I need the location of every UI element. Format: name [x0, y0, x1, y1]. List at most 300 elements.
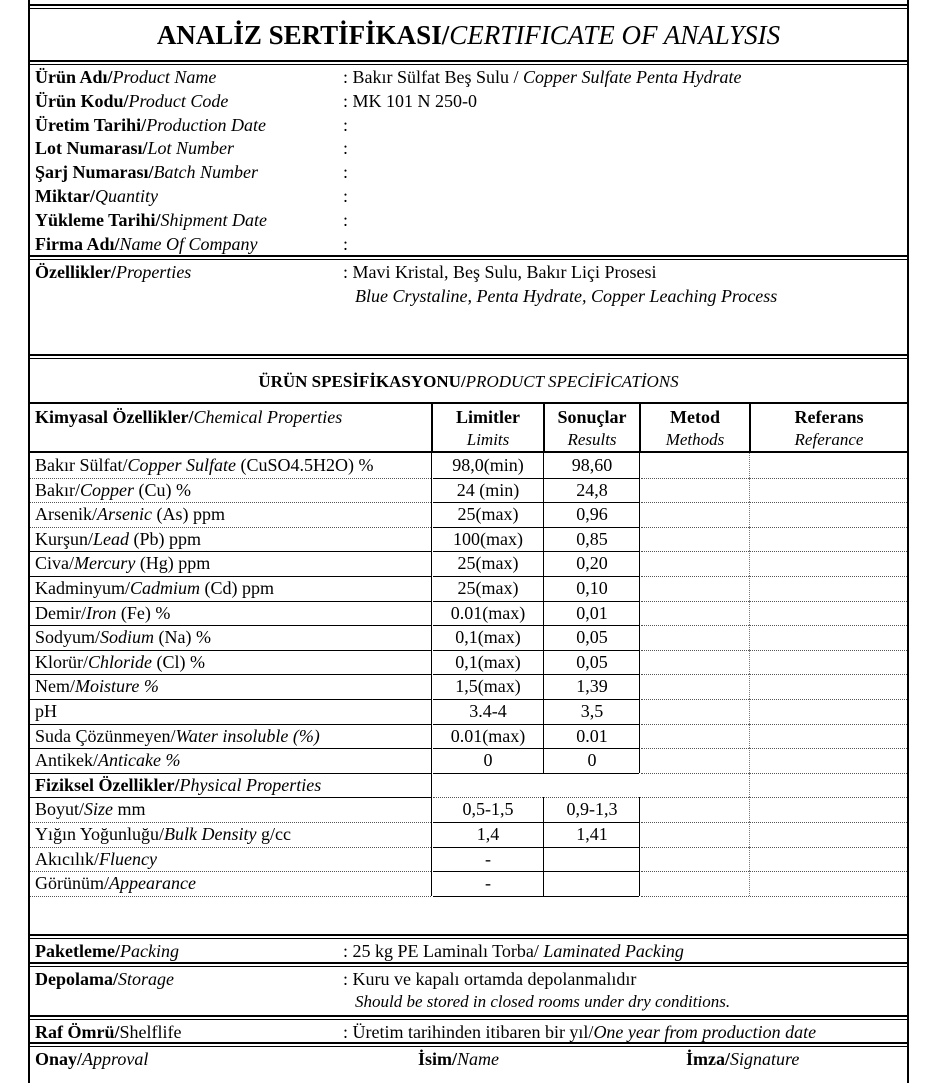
row-result: 24,8: [576, 479, 608, 500]
row-property: [35, 530, 201, 548]
row-property-tr: Yığın Yoğunluğu/: [35, 824, 165, 844]
cell-border: [431, 724, 432, 749]
info-label-tr: Yükleme Tarihi/: [35, 209, 161, 230]
row-rule-dotted: [641, 699, 907, 700]
row-limit: 3.4-4: [469, 701, 507, 721]
row-rule: [30, 797, 431, 798]
row-rule-dotted: [641, 773, 907, 774]
row-property-en: Water insoluble (%): [175, 725, 320, 746]
row-rule-dotted: [30, 896, 431, 897]
cell-border: [543, 601, 544, 626]
approval-name-en: Name: [457, 1049, 500, 1069]
row-limit: 0: [483, 750, 493, 771]
storage-label: [35, 970, 174, 988]
cell-border: [543, 527, 544, 552]
row-rule-dotted: [641, 650, 907, 651]
info-value: [343, 92, 477, 110]
row-rule-dotted: [30, 822, 431, 823]
cell-border: [543, 871, 544, 896]
packing-label: [35, 942, 179, 960]
row-rule-dotted: [30, 478, 431, 479]
row-result: 98,60: [571, 455, 613, 475]
cell-border-dotted: [749, 478, 750, 503]
cell-border: [543, 625, 544, 650]
info-label-en: Batch Number: [153, 162, 258, 183]
row-result: 0: [587, 750, 597, 771]
row-property: [35, 751, 180, 769]
cell-border: [543, 576, 544, 601]
packing-top-rule: [28, 934, 909, 936]
row-limit: 25(max): [457, 578, 519, 598]
row-rule: [433, 527, 639, 528]
info-value: [343, 139, 348, 157]
info-value-tr: :: [343, 162, 349, 183]
spec-title-en: PRODUCT SPECİFİCATİONS: [465, 372, 679, 391]
row-property: [35, 677, 159, 695]
row-rule: [30, 650, 431, 651]
info-label-tr: Şarj Numarası/: [35, 162, 154, 183]
info-label: [35, 68, 216, 86]
row-rule: [433, 896, 639, 897]
row-limit: 98,0(min): [452, 455, 524, 475]
row-result: 0,20: [576, 553, 608, 574]
row-property-tr: Klorür/: [35, 651, 88, 672]
cell-border: [639, 527, 640, 552]
row-property-en: Sodium: [100, 627, 155, 648]
row-rule: [30, 625, 431, 626]
row-rule: [433, 674, 639, 675]
info-value-tr: :: [343, 233, 349, 254]
row-rule: [30, 601, 431, 602]
row-rule-dotted: [433, 797, 907, 798]
row-result: 1,41: [576, 824, 608, 844]
info-label-tr: Ürün Adı/: [35, 67, 113, 87]
cell-border: [431, 797, 432, 822]
info-value-en: Copper Sulfate Penta Hydrate: [523, 67, 742, 87]
cell-border: [431, 551, 432, 576]
row-property-en: Mercury: [74, 553, 136, 574]
row-property-tr: Kurşun/: [35, 528, 93, 549]
info-label: [35, 187, 158, 205]
method-header-tr: Metod: [670, 407, 720, 427]
cell-border: [543, 847, 544, 872]
info-label-en: Product Name: [112, 67, 217, 87]
approval-label-tr: Onay/: [35, 1049, 83, 1069]
cell-border-dotted: [749, 871, 750, 896]
cell-border-dotted: [749, 551, 750, 576]
cell-border: [431, 674, 432, 699]
properties-value-en: Blue Crystaline, Penta Hydrate, Copper Leaching Process: [355, 286, 778, 306]
info-label-tr: Üretim Tarihi/: [35, 114, 147, 135]
storage-value-en: Should be stored in closed rooms under dry conditions.: [355, 992, 731, 1011]
cell-border: [543, 551, 544, 576]
title-bottom-rule: [28, 60, 909, 62]
row-property-en: Fluency: [99, 848, 157, 869]
info-value: [343, 211, 348, 229]
row-result: 0,9-1,3: [566, 799, 618, 820]
row-rule: [30, 699, 431, 700]
row-property-en: Arsenic: [97, 504, 152, 525]
row-limit: 25(max): [457, 504, 519, 525]
row-property: [35, 604, 170, 622]
row-property-tr: Görünüm/: [35, 873, 109, 894]
shelflife-value-en: One year from production date: [593, 1022, 817, 1042]
row-rule: [30, 724, 431, 725]
cell-border-dotted: [749, 822, 750, 847]
cell-border-dotted: [749, 797, 750, 822]
row-rule-dotted: [641, 674, 907, 675]
col-sep-4: [749, 402, 751, 452]
info-label-tr: Lot Numarası/: [35, 138, 148, 159]
row-property: [35, 628, 211, 646]
row-limit: 0.01(max): [450, 602, 526, 623]
cell-border: [543, 748, 544, 773]
cell-border: [543, 724, 544, 749]
row-rule-dotted: [30, 847, 431, 848]
cell-border: [543, 699, 544, 724]
row-limit: 0,5-1,5: [462, 799, 514, 820]
info-label: [35, 139, 234, 157]
row-rule: [433, 847, 639, 848]
cell-border: [639, 797, 640, 822]
cell-border-dotted: [749, 724, 750, 749]
cell-border: [639, 576, 640, 601]
cell-border: [431, 625, 432, 650]
row-property: [35, 481, 191, 499]
row-property-rest: (CuSO4.5H2O) %: [236, 455, 374, 475]
info-value: [343, 235, 348, 253]
shelflife-label-tr: Raf Ömrü/: [35, 1022, 120, 1042]
row-limit: 1,5(max): [455, 676, 521, 697]
cell-border: [431, 847, 432, 872]
approval-signature-label: [686, 1050, 799, 1068]
row-rule-dotted: [641, 502, 907, 503]
shelflife-label-en: Shelflife: [119, 1022, 182, 1042]
info-label: [35, 116, 266, 134]
cell-border-dotted: [749, 748, 750, 773]
shelflife-value: [343, 1023, 816, 1041]
row-result: 0,10: [576, 578, 608, 598]
info-label-tr: Miktar/: [35, 186, 95, 206]
row-property-en: Iron: [86, 602, 117, 623]
row-rule: [433, 822, 639, 823]
row-property-en: Chloride: [88, 651, 153, 672]
row-rule: [433, 748, 639, 749]
row-property-en: Cadmium: [130, 578, 201, 598]
cell-border: [639, 822, 640, 847]
spec-title-tr: ÜRÜN SPESİFİKASYONU/: [258, 372, 466, 391]
cell-border: [431, 527, 432, 552]
cell-border: [431, 699, 432, 724]
ref-header-en: Referance: [794, 430, 864, 449]
row-rule-dotted: [641, 748, 907, 749]
row-result: 0,85: [576, 528, 608, 549]
storage-label-en: Storage: [118, 969, 174, 989]
info-value-tr: :: [343, 138, 349, 159]
row-rule-dotted: [641, 871, 907, 872]
packing-top-rule-inner: [28, 938, 909, 939]
info-label: [35, 235, 258, 253]
cell-border: [639, 748, 640, 773]
info-value-tr: :: [343, 209, 349, 230]
frame-left-border: [28, 0, 30, 1083]
row-rule-dotted: [30, 871, 431, 872]
row-limit: 24 (min): [456, 479, 520, 500]
row-rule-dotted: [641, 601, 907, 602]
row-property: [35, 579, 274, 597]
storage-label-tr: Depolama/: [35, 969, 118, 989]
info-label-tr: Firma Adı/: [35, 233, 120, 254]
row-rule: [433, 502, 639, 503]
row-property-rest: (Cd) ppm: [200, 578, 275, 598]
row-rule: [433, 871, 639, 872]
approval-top-rule: [28, 1042, 909, 1044]
row-property-tr: Suda Çözünmeyen/: [35, 725, 176, 746]
properties-bottom-rule: [28, 354, 909, 356]
info-value-tr: :: [343, 114, 349, 135]
info-value: [343, 116, 348, 134]
cell-border: [431, 748, 432, 773]
chem-header-tr: Kimyasal Özellikler/: [35, 407, 194, 427]
row-result: 1,39: [576, 676, 608, 697]
row-rule-dotted: [641, 625, 907, 626]
row-rule: [433, 601, 639, 602]
physical-header: [35, 776, 321, 794]
cell-border: [639, 871, 640, 896]
packing-value: [343, 942, 684, 960]
row-property-tr: Civa/: [35, 553, 74, 574]
cell-border-dotted: [749, 601, 750, 626]
row-rule-dotted: [641, 724, 907, 725]
row-property: [35, 825, 291, 843]
row-property-rest: (Hg) ppm: [135, 553, 211, 574]
row-property: [35, 702, 57, 720]
row-rule: [433, 699, 639, 700]
cell-border: [639, 478, 640, 503]
cell-border: [431, 576, 432, 601]
limits-header-en: Limits: [466, 430, 510, 449]
row-property-en: Copper Sulfate: [127, 455, 236, 475]
row-property-rest: mm: [113, 799, 146, 820]
cell-border: [543, 502, 544, 527]
cell-border-dotted: [749, 625, 750, 650]
title-bottom-rule-inner: [28, 64, 909, 65]
chem-header: [35, 408, 342, 426]
page-title: [28, 22, 909, 49]
results-header-en: Results: [567, 430, 617, 449]
packing-value-tr: : 25 kg PE Laminalı Torba/: [343, 941, 544, 961]
row-rule-dotted: [641, 576, 907, 577]
ref-header-tr: Referans: [794, 407, 864, 427]
row-property: [35, 456, 374, 474]
approval-top-rule-inner: [28, 1046, 909, 1047]
row-rule-dotted: [641, 847, 907, 848]
info-value-tr: : MK 101 N 250-0: [343, 90, 477, 111]
cell-border: [431, 502, 432, 527]
row-result: 0.01: [576, 725, 608, 746]
row-property-tr: pH: [35, 701, 57, 721]
physical-header-tr: Fiziksel Özellikler/: [35, 774, 180, 795]
row-property: [35, 727, 320, 745]
row-rule: [433, 551, 639, 552]
row-limit: 25(max): [457, 553, 519, 574]
row-property-rest: (Cl) %: [152, 651, 206, 672]
cell-border: [639, 699, 640, 724]
row-rule: [433, 478, 639, 479]
info-value: [343, 163, 348, 181]
info-bottom-rule: [28, 255, 909, 257]
properties-bottom-rule-inner: [28, 358, 909, 359]
cell-border: [639, 453, 640, 478]
cell-border: [639, 724, 640, 749]
row-property-en: Size: [84, 799, 114, 820]
info-bottom-rule-inner: [28, 259, 909, 260]
row-rule: [433, 724, 639, 725]
row-limit: -: [485, 873, 491, 894]
shelflife-top-rule: [28, 1015, 909, 1017]
cell-border: [431, 453, 432, 478]
cell-border-dotted: [749, 699, 750, 724]
row-property-en: Bulk Density: [164, 824, 257, 844]
row-property-rest: (As) ppm: [151, 504, 225, 525]
info-label: [35, 92, 228, 110]
cell-border-dotted: [749, 773, 750, 798]
row-rule: [30, 773, 431, 774]
info-label-en: Product Code: [128, 90, 229, 111]
cell-border: [639, 551, 640, 576]
row-result: 0,05: [576, 627, 608, 648]
row-rule: [433, 576, 639, 577]
row-result: 0,05: [576, 651, 608, 672]
row-property: [35, 850, 157, 868]
row-property-tr: Akıcılık/: [35, 848, 99, 869]
row-rule: [30, 674, 431, 675]
cell-border: [639, 502, 640, 527]
approval-name-tr: İsim/: [418, 1049, 458, 1069]
col-sep-1: [431, 402, 433, 452]
row-property: [35, 554, 210, 572]
cell-border: [639, 601, 640, 626]
cell-border: [431, 822, 432, 847]
info-label: [35, 211, 267, 229]
row-property-rest: (Pb) ppm: [129, 528, 201, 549]
row-property: [35, 874, 196, 892]
row-rule-dotted: [641, 551, 907, 552]
approval-name-label: [418, 1050, 499, 1068]
row-property: [35, 653, 205, 671]
info-label-en: Shipment Date: [160, 209, 268, 230]
info-label-tr: Ürün Kodu/: [35, 90, 129, 111]
cell-border: [543, 478, 544, 503]
row-rule: [30, 576, 431, 577]
spec-title: [28, 373, 909, 390]
row-result: 0,96: [576, 504, 608, 525]
limits-header-tr: Limitler: [456, 407, 520, 427]
info-value-tr: :: [343, 186, 349, 206]
row-property-rest: g/cc: [256, 824, 292, 844]
row-property-tr: Sodyum/: [35, 627, 101, 648]
results-header-tr: Sonuçlar: [557, 407, 627, 427]
row-rule-dotted: [641, 896, 907, 897]
shelflife-top-rule-inner: [28, 1019, 909, 1020]
row-limit: 1,4: [476, 824, 500, 844]
row-rule: [433, 650, 639, 651]
storage-value-tr: : Kuru ve kapalı ortamda depolanmalıdır: [343, 969, 637, 989]
top-rule-inner: [28, 8, 909, 9]
row-limit: 0.01(max): [450, 725, 526, 746]
row-property-rest: (Cu) %: [134, 479, 191, 500]
physical-header-en: Physical Properties: [179, 774, 322, 795]
title-en: CERTIFICATE OF ANALYSIS: [449, 20, 781, 50]
cell-border-dotted: [749, 650, 750, 675]
cell-border-dotted: [749, 527, 750, 552]
shelflife-value-tr: : Üretim tarihinden itibaren bir yıl/: [343, 1022, 594, 1042]
row-property-tr: Antikek/: [35, 750, 98, 771]
cell-border: [639, 847, 640, 872]
row-limit: -: [485, 848, 491, 869]
row-property-tr: Demir/: [35, 602, 86, 623]
info-label: [35, 163, 258, 181]
info-value: [343, 68, 741, 86]
row-property-en: Copper: [80, 479, 134, 500]
row-property-tr: Bakır Sülfat/: [35, 455, 128, 475]
row-rule-dotted: [30, 527, 431, 528]
storage-top-rule: [28, 962, 909, 964]
info-label-en: Quantity: [95, 186, 158, 206]
cell-border-dotted: [749, 576, 750, 601]
approval-sign-tr: İmza/: [686, 1049, 730, 1069]
row-property-en: Anticake %: [98, 750, 181, 771]
info-label-en: Lot Number: [147, 138, 235, 159]
top-rule: [28, 4, 909, 6]
col-sep-2: [543, 402, 545, 452]
cell-border: [543, 650, 544, 675]
row-property-rest: (Na) %: [154, 627, 211, 648]
properties-label-tr: Özellikler/: [35, 262, 116, 282]
row-property-en: Lead: [93, 528, 129, 549]
row-property-tr: Nem/: [35, 676, 75, 697]
cell-border: [431, 601, 432, 626]
row-result: 0,01: [576, 602, 608, 623]
cell-border-dotted: [749, 453, 750, 478]
shelflife-label: [35, 1023, 181, 1041]
approval-label-en: Approval: [82, 1049, 149, 1069]
row-property-en: Moisture %: [75, 676, 159, 697]
cell-border: [639, 650, 640, 675]
properties-label-en: Properties: [115, 262, 192, 282]
storage-top-rule-inner: [28, 966, 909, 967]
row-result: 3,5: [580, 701, 604, 721]
row-limit: 0,1(max): [455, 627, 521, 648]
row-property-rest: (Fe) %: [116, 602, 171, 623]
cell-border: [431, 650, 432, 675]
info-label-en: Name Of Company: [119, 233, 258, 254]
chem-header-en: Chemical Properties: [193, 407, 343, 427]
properties-label: [35, 263, 191, 281]
cell-border: [639, 674, 640, 699]
row-rule: [433, 773, 639, 774]
properties-value-tr: : Mavi Kristal, Beş Sulu, Bakır Liçi Prosesi: [343, 262, 657, 282]
cell-border: [543, 674, 544, 699]
row-property: [35, 505, 225, 523]
row-rule-dotted: [30, 502, 431, 503]
cell-border: [543, 453, 544, 478]
approval-sign-en: Signature: [730, 1049, 800, 1069]
row-limit: 0,1(max): [455, 651, 521, 672]
row-rule-dotted: [641, 527, 907, 528]
spec-header-bottom-rule: [30, 451, 907, 453]
row-property-tr: Boyut/: [35, 799, 85, 820]
